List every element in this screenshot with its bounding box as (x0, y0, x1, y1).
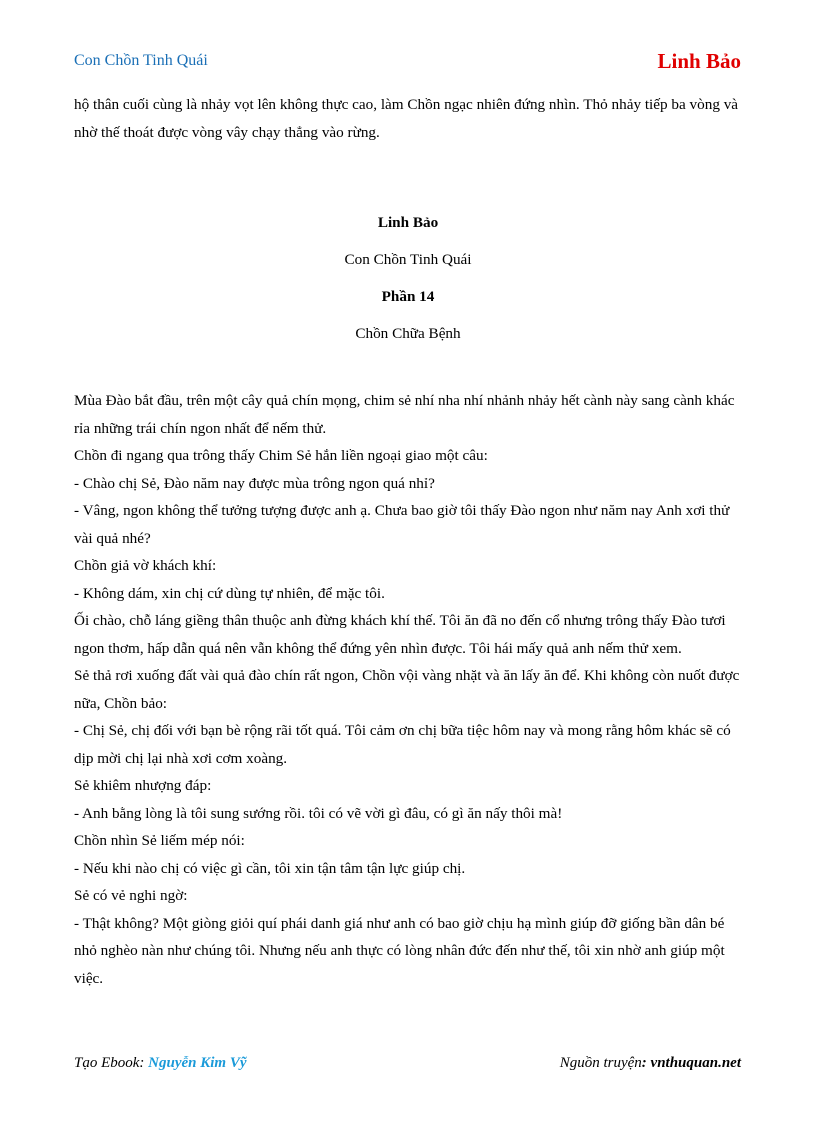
paragraph: - Không dám, xin chị cứ dùng tự nhiên, để mặc tôi. (74, 584, 385, 602)
paragraph: Sẻ thả rơi xuống đất vài quả đào chín rất ngon, Chồn vội vàng nhặt và ăn lấy ăn để. Khi không còn nuốt được nữa, Chồn bảo: (74, 667, 740, 712)
chapter-author: Linh Bảo (377, 214, 439, 231)
footer-ebook-separator: : (139, 1055, 149, 1071)
paragraph: - Nếu khi nào chị có việc gì cần, tôi xin tận tâm tận lực giúp chị. (74, 859, 466, 877)
paragraph: - Chị Sẻ, chị đối với bạn bè rộng rãi tốt quá. Tôi cảm ơn chị bữa tiệc hôm nay và mong rằng hôm khác sẽ có dịp mời chị lại nhà xơi cơm xoàng. (74, 722, 731, 767)
chapter-title: Chồn Chữa Bệnh (355, 325, 461, 342)
footer-ebook-credit (74, 1055, 247, 1072)
paragraph: Sẻ có vẻ nghi ngờ: (74, 887, 188, 904)
paragraph: Mùa Đào bắt đầu, trên một cây quả chín mọng, chim sẻ nhí nha nhí nhảnh nhảy hết cành này sang cành khác rỉa những trái chín ngon nhất để nếm thử. (74, 392, 735, 437)
paragraph: - Vâng, ngon không thể tưởng tượng được anh ạ. Chưa bao giờ tôi thấy Đào ngon như năm nay Anh xơi thử vài quả nhé? (74, 502, 730, 547)
paragraph: Ối chào, chỗ láng giềng thân thuộc anh đừng khách khí thế. Tôi ăn đã no đến cổ nhưng trông thấy Đào tươi ngon thơm, hấp dẫn quá nên vẫn không thể đứng yên nhìn được. Tôi hái mấy quả anh nếm thử xem. (74, 612, 726, 657)
paragraph: - Thật không? Một giòng giỏi quí phái danh giá như anh có bao giờ chịu hạ mình giúp đỡ giống bần dân bé nhỏ nghèo nàn như chúng tôi. Nhưng nếu anh thực có lòng nhân đức đến như thế, tôi xin nhờ anh giúp một việc. (74, 914, 725, 987)
paragraph: - Chào chị Sẻ, Đào năm nay được mùa trông ngon quá nhỉ? (74, 474, 435, 492)
footer-source-separator: : (641, 1055, 651, 1071)
intro-paragraph: hộ thân cuối cùng là nhảy vọt lên không thực cao, làm Chồn ngạc nhiên đứng nhìn. Thỏ nhảy tiếp ba vòng và nhờ thế thoát được vòng vây chạy thẳng vào rừng. (74, 96, 739, 141)
chapter-part: Phần 14 (381, 288, 435, 305)
footer-source-site: vnthuquan.net (650, 1055, 741, 1071)
paragraph: Chồn giả vờ khách khí: (74, 557, 217, 574)
story-body (74, 387, 742, 992)
paragraph: Chồn nhìn Sẻ liếm mép nói: (74, 832, 245, 849)
paragraph: - Anh bằng lòng là tôi sung sướng rồi. tôi có vẽ vời gì đâu, có gì ăn nấy thôi mà! (74, 804, 563, 822)
footer-source-label: Nguồn truyện (559, 1055, 642, 1071)
paragraph: Sẻ khiêm nhượng đáp: (74, 777, 212, 794)
chapter-book-title: Con Chồn Tinh Quái (344, 251, 472, 268)
paragraph: Chồn đi ngang qua trông thấy Chim Sẻ hắn liền ngoại giao một câu: (74, 447, 488, 464)
header-author: Linh Bảo (657, 49, 741, 73)
footer-ebook-creator: Nguyễn Kim Vỹ (148, 1055, 247, 1071)
header-book-title: Con Chồn Tinh Quái (74, 52, 208, 69)
footer-source-credit (560, 1055, 741, 1072)
footer-ebook-label: Tạo Ebook (74, 1055, 140, 1071)
